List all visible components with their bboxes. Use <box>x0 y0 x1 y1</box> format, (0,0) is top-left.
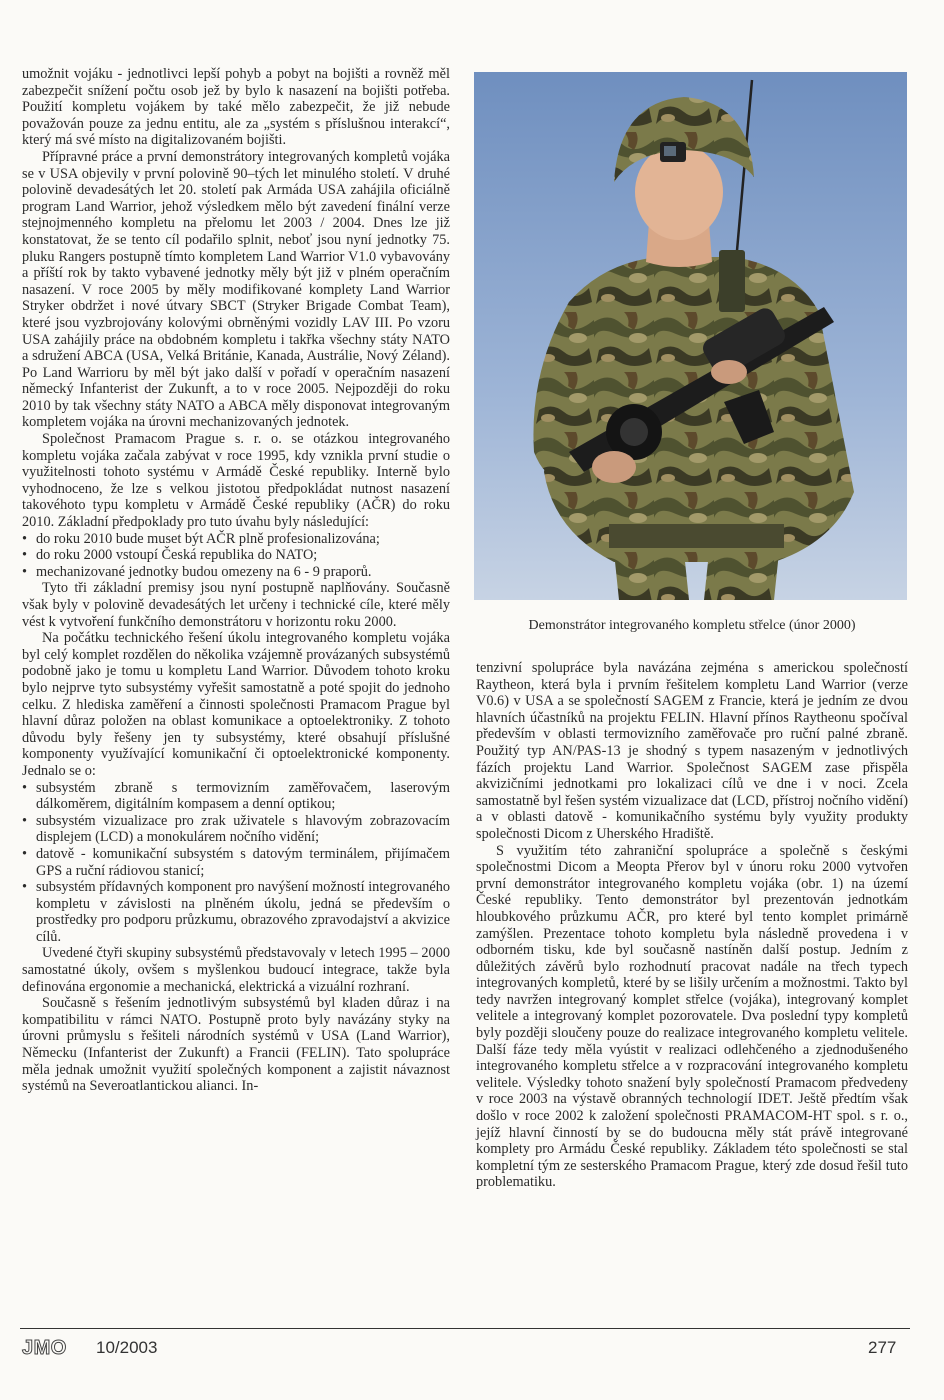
right-text-column <box>476 660 908 1191</box>
soldier-photo <box>474 72 907 600</box>
left-text-column <box>22 66 450 1095</box>
paragraph: Přípravné práce a první demonstrátory integrovaných kompletů vojáka se v USA objevily v první polovině 90–tých let minulého století. V druhé polovině devadesátých let 20. století pak Armáda USA zahájila oficiálně program Land Warrior, jehož výsledkem mělo být zavedení finální verze stejnojmenného kompletu na přelomu let 2003 / 2004. Dnes lze již konstatovat, že se tento cíl podařilo splnit, neboť jsou nyní jednotky 75. pluku Rangers postupně tímto kompletem Land Warrior V1.0 vybavovány a příští rok by takto vybavené jednotky měly být již v plném operačním nasazení. V roce 2005 by měly modifikované komplety Land Warrior Stryker obdržet i nové útvary SBCT (Stryker Brigade Combat Team), které jsou vyzbrojovány kolovými obrněnými vozidly LAV III. Po vzoru USA zahájily práce na obdobném kompletu i takřka všechny státy NATO a sdružení ABCA (USA, Velká Británie, Kanada, Austrálie, Nový Zéland). Po Land Warrioru by měl být jako další v pořadí v operačním nasazení německý Infanterist der Zukunft, a to v roce 2005. Nejpozději do roku 2010 by tak všechny státy NATO a ABCA měly disponovat integrovaným kompletem vojáka na úrovni mechanizovaných jednotek. <box>22 148 450 431</box>
list-item: • subsystém vizualizace pro zrak uživatele s hlavovým zobrazovacím displejem (LCD) a monokulárem nočního vidění; <box>22 813 450 846</box>
list-item: • mechanizované jednotky budou omezeny na 6 - 9 praporů. <box>22 564 450 581</box>
list-item: • do roku 2000 vstoupí Česká republika do NATO; <box>22 547 450 564</box>
list-item: • subsystém zbraně s termovizním zaměřovačem, laserovým dálkoměrem, digitálním kompasem a denní optikou; <box>22 780 450 813</box>
paragraph: Tyto tři základní premisy jsou nyní postupně naplňovány. Současně však byly v polovině devadesátých let určeny i technické cíle, které měly vést k vytvoření funkčního demonstrátoru v horizontu roku 2000. <box>22 580 450 630</box>
bullet-list <box>22 531 450 581</box>
list-item: • datově - komunikační subsystém s datovým terminálem, přijímačem GPS a ruční rádiovou stanicí; <box>22 846 450 879</box>
paragraph: Společnost Pramacom Prague s. r. o. se otázkou integrovaného kompletu vojáka začala zabývat v roce 1995, kdy vznikla první studie o využitelnosti tohoto systému v Armádě České republiky. Interně bylo vyhodnoceno, že lze s velkou jistotou předpokládat nutnost nasazení takovéhoto typu kompletu v Armádě České republiky (AČR) do roku 2010. Základní předpoklady pro tuto úvahu byly následující: <box>22 431 450 531</box>
paragraph: tenzivní spolupráce byla navázána zejména s americkou společností Raytheon, která byla i prvním řešitelem kompletu Land Warrior (verze V0.6) v USA a se společností SAGEM z Francie, která je jedním ze dvou hlavních účastníků na projektu FELIN. Hlavní přínos Raytheonu spočíval především v oblasti termovizního zaměřovače pro ruční palné zbraně. Použitý typ AN/PAS-13 je shodný s typem nasazeným v jednotlivých fázích projektu Land Warrior. Společnost SAGEM zase přispěla akvizičními jednotkami pro lokalizaci cílů ve dne i v noci. Zcela samostatně byl řešen systém vizualizace dat (LCD, přístroj nočního vidění) a v oblasti datově - komunikačního systému byly využity produkty společnosti Dicom z Uherského Hradiště. <box>476 660 908 842</box>
paragraph: umožnit vojáku - jednotlivci lepší pohyb a pobyt na bojišti a rovněž měl zabezpečit snížení počtu osob jež by bylo k nasazení na bojišti potřeba. Použití kompletu vojákem by také mělo zabezpečit, že již nebude považován pouze za jednu entitu, ale za „systém s příslušnou interakcí“, který má své místo na digitalizovaném bojišti. <box>22 66 450 149</box>
bullet-list <box>22 780 450 946</box>
list-item: • subsystém přídavných komponent pro navýšení možností integrovaného kompletu v závislosti na plněném úkolu, jedná se především o prostředky pro podporu průzkumu, obrazového zpravodajství a akvizice cílů. <box>22 879 450 945</box>
footer-divider <box>20 1328 910 1329</box>
journal-logo: JMO <box>22 1337 67 1359</box>
paragraph: Současně s řešením jednotlivým subsystémů byl kladen důraz i na kompatibilitu v rámci NATO. Postupně proto byly navázány styky na úrovni průmyslu s řešiteli národních systémů v USA (Land Warrior), Německu (Infanterist der Zukunft) a Francii (FELIN). Tato spolupráce měla jednak umožnit využití společných komponent a zajistit návaznost systémů na Severoatlantickou alianci. In- <box>22 995 450 1095</box>
paragraph: Uvedené čtyři skupiny subsystémů představovaly v letech 1995 – 2000 samostatné úkoly, ovšem s myšlenkou budoucí integrace, takže byla definována ergonomie a mechanická, elektrická a vizuální rozhraní. <box>22 945 450 995</box>
list-item: • do roku 2010 bude muset být AČR plně profesionalizována; <box>22 531 450 548</box>
figure-caption: Demonstrátor integrovaného kompletu střelce (únor 2000) <box>528 618 856 633</box>
paragraph: Na počátku technického řešení úkolu integrovaného kompletu vojáka byl celý komplet rozdělen do několika vzájemně provázaných subsystémů podobně jako je tomu u kompletu Land Warrior. Důvodem tohoto kroku bylo nejprve tyto subsystémy vyřešit samostatně a poté spojit do jednoho celku. Z hlediska zaměření a činnosti společnosti Pramacom Prague byl hlavní důraz položen na oblast komunikace a optoelektroniky. Z tohoto důvodu byly řešeny jen ty subsystémy, které obsahují příslušné komponenty využívající komunikační či optoelektronické komponenty. Jednalo se o: <box>22 630 450 779</box>
issue-number: 10/2003 <box>96 1338 158 1357</box>
paragraph: S využitím této zahraniční spolupráce a společně s českými společnostmi Dicom a Meopta Přerov byl v únoru roku 2000 vytvořen první demonstrátor integrovaného kompletu vojáka (obr. 1) na území České republiky. Tento demonstrátor byl prezentován jednotkám hloubkového průzkumu AČR, pro které byl tento komplet primárně zamýšlen. Prezentace tohoto kompletu byla následně provedena i v odborném tisku, kde byl současně nastíněn další postup. Jedním z důležitých závěrů bylo rozhodnutí pracovat nadále na třech typech integrovaných kompletů, které by se lišily určením a možnostmi. Takto byl tedy navržen integrovaný komplet střelce (vojáka), integrovaný komplet velitele a integrovaný komplet pozorovatele. Dva poslední typy kompletů byly později sloučeny pouze do realizace integrovaného kompletu velitele. Další fáze tedy měla vyústit v realizaci odlehčeného a zjednodušeného integrovaného kompletu střelce a v rozpracování integrovaného kompletu velitele. Výsledky tohoto snažení byly společností Pramacom předvedeny v roce 2003 na výstavě obranných technologií IDET. Ještě předtím však došlo v roce 2002 k založení společnosti PRAMACOM-HT spol. s r. o., jejíž hlavní činností by se do budoucna měly stát právě integrované komplety pro Armádu České republiky. Základem této společnosti se stal kompletní tým ze sesterského Pramacom Prague, který zde dosud řešil tuto problematiku. <box>476 842 908 1191</box>
page-number: 277 <box>868 1338 897 1357</box>
